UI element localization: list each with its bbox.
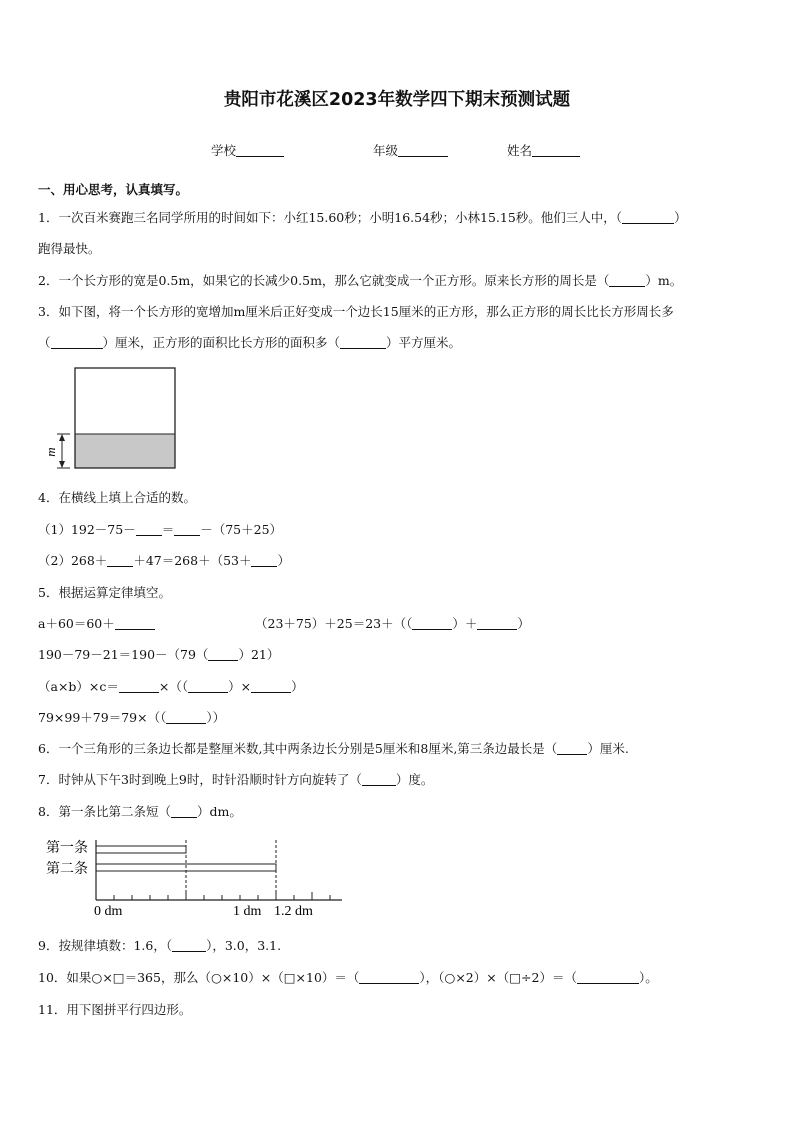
q9-text-a: 9．按规律填数：1.6，（ [38, 938, 173, 953]
q3-blank-1[interactable] [51, 336, 103, 349]
grade-label: 年级 [373, 143, 399, 158]
q3-arrow-up [59, 434, 65, 441]
q10-text-b: ），（○×2）×（□÷2）＝（ [419, 970, 577, 985]
q5-r3-text-d: ） [291, 679, 304, 694]
q3-paren: （ [38, 335, 51, 350]
q1-text: 1．一次百米赛跑三名同学所用的时间如下：小红15.60秒；小明16.54秒；小林15.15秒。他们三人中，（ [38, 210, 623, 225]
q4-2-text-a: （2）268＋ [38, 553, 108, 568]
q5-r4-text-b: ）） [206, 710, 226, 725]
q5-r2-blank[interactable] [208, 648, 238, 661]
question-4: 4．在横线上填上合适的数。 [38, 490, 196, 505]
name-label: 姓名 [507, 143, 533, 158]
q4-1-blank-2[interactable] [174, 523, 200, 536]
q10-blank-1[interactable] [359, 971, 419, 984]
q6-text-a: 6．一个三角形的三条边长都是整厘米数,其中两条边长分别是5厘米和8厘米,第三条边最长是（ [38, 741, 558, 756]
grade-field [373, 141, 448, 159]
q5-r3-blank-3[interactable] [251, 680, 291, 693]
name-blank[interactable] [532, 144, 580, 157]
q8-text-a: 8．第一条比第二条短（ [38, 804, 171, 819]
q4-2-text-c: ） [277, 553, 290, 568]
q10-blank-2[interactable] [577, 971, 639, 984]
q5-r1r-blank-2[interactable] [477, 617, 517, 630]
q5-r1-text: a＋60＝60＋ [38, 616, 115, 631]
school-label: 学校 [211, 143, 237, 158]
q4-1-text-a: （1）192－75－ [38, 522, 136, 537]
q5-r2-text-b: ）21） [238, 647, 280, 662]
question-7 [38, 770, 433, 788]
page-title: 贵阳市花溪区2023年数学四下期末预测试题 [223, 90, 571, 110]
q6-text-b: ）厘米. [587, 741, 629, 756]
q4-2-blank-2[interactable] [251, 554, 277, 567]
question-8 [38, 802, 242, 820]
q5-r3-text-c: ）× [228, 679, 252, 694]
q3-shaded-strip [75, 434, 175, 468]
q8-tick-0: 0 dm [94, 904, 123, 919]
question-6 [38, 739, 629, 757]
q8-tick-1: 1 dm [233, 904, 262, 919]
q2-text: 2．一个长方形的宽是0.5m，如果它的长减少0.5m，那么它就变成一个正方形。原来长方形的周长是（ [38, 273, 610, 288]
q8-bar-figure [40, 834, 350, 920]
q5-r1r-text-b: ）＋ [452, 616, 478, 631]
q8-bar2-label: 第二条 [46, 862, 88, 877]
q5-row-4 [38, 708, 225, 726]
q5-row-2 [38, 645, 279, 663]
q8-blank[interactable] [171, 805, 197, 818]
q7-blank[interactable] [362, 773, 396, 786]
q7-text-b: ）度。 [395, 772, 434, 787]
question-5: 5．根据运算定律填空。 [38, 585, 171, 600]
q4-line-2 [38, 551, 290, 569]
q9-blank[interactable] [172, 939, 206, 952]
q5-r3-blank-2[interactable] [188, 680, 228, 693]
name-field [507, 141, 580, 159]
q8-tick-12: 1.2 dm [274, 904, 313, 919]
q3-continuation [38, 333, 461, 351]
q5-row-1-right [255, 614, 530, 632]
question-1 [38, 208, 687, 226]
q4-line-1 [38, 520, 282, 538]
section-heading: 一、用心思考，认真填写。 [38, 182, 189, 197]
q2-end: ）m。 [645, 273, 683, 288]
school-field [211, 141, 284, 159]
q10-text-a: 10．如果○×□＝365，那么（○×10）×（□×10）＝（ [38, 970, 360, 985]
q4-2-text-b: ＋47＝268＋（53＋ [133, 553, 252, 568]
q5-r2-text-a: 190－79－21＝190－（79（ [38, 647, 209, 662]
q5-row-3 [38, 677, 304, 695]
q4-1-equals: ＝ [161, 522, 175, 537]
q5-r3-text-b: ×（（ [158, 679, 189, 694]
q5-r1r-blank-1[interactable] [412, 617, 452, 630]
question-11: 11．用下图拼平行四边形。 [38, 1002, 192, 1017]
q8-bar1-label: 第一条 [46, 841, 88, 856]
q4-2-blank-1[interactable] [107, 554, 133, 567]
q8-ticks [96, 892, 330, 900]
q1-paren: ） [674, 210, 687, 225]
q3-rectangle-figure [40, 362, 185, 474]
question-9 [38, 936, 281, 954]
question-3: 3．如下图，将一个长方形的宽增加m厘米后正好变成一个边长15厘米的正方形，那么正方形的周长比长方形周长多 [38, 304, 674, 319]
q3-blank-2[interactable] [340, 336, 386, 349]
school-blank[interactable] [236, 144, 284, 157]
q5-row-1-left [38, 614, 155, 632]
q8-text-b: ）dm。 [196, 804, 242, 819]
q1-blank[interactable] [622, 211, 674, 224]
question-2 [38, 271, 682, 289]
q1-continuation: 跑得最快。 [38, 241, 101, 256]
q5-r1r-text-c: ） [517, 616, 530, 631]
q5-r1r-text-a: （23＋75）＋25＝23＋（（ [255, 616, 413, 631]
q9-text-b: ），3.0，3.1. [206, 938, 282, 953]
grade-blank[interactable] [398, 144, 448, 157]
q5-r4-blank[interactable] [166, 711, 206, 724]
q4-1-blank-1[interactable] [136, 523, 162, 536]
q10-text-c: ）。 [638, 970, 658, 985]
q6-blank[interactable] [557, 742, 587, 755]
q5-r4-text-a: 79×99＋79＝79×（（ [38, 710, 167, 725]
q5-r1-blank[interactable] [115, 617, 155, 630]
q8-bar-1 [96, 846, 186, 853]
q5-r3-blank-1[interactable] [119, 680, 159, 693]
q3-arrow-down [59, 461, 65, 468]
q3-text-mid: ）厘米，正方形的面积比长方形的面积多（ [102, 335, 341, 350]
q7-text-a: 7．时钟从下午3时到晚上9时，时针沿顺时针方向旋转了（ [38, 772, 362, 787]
question-10 [38, 968, 658, 986]
q5-r3-text-a: （a×b）×c＝ [38, 679, 119, 694]
q3-text-end: ）平方厘米。 [386, 335, 462, 350]
q4-1-text-c: －（75＋25） [200, 522, 283, 537]
q3-m-label: m [43, 447, 58, 457]
q2-blank[interactable] [609, 274, 645, 287]
